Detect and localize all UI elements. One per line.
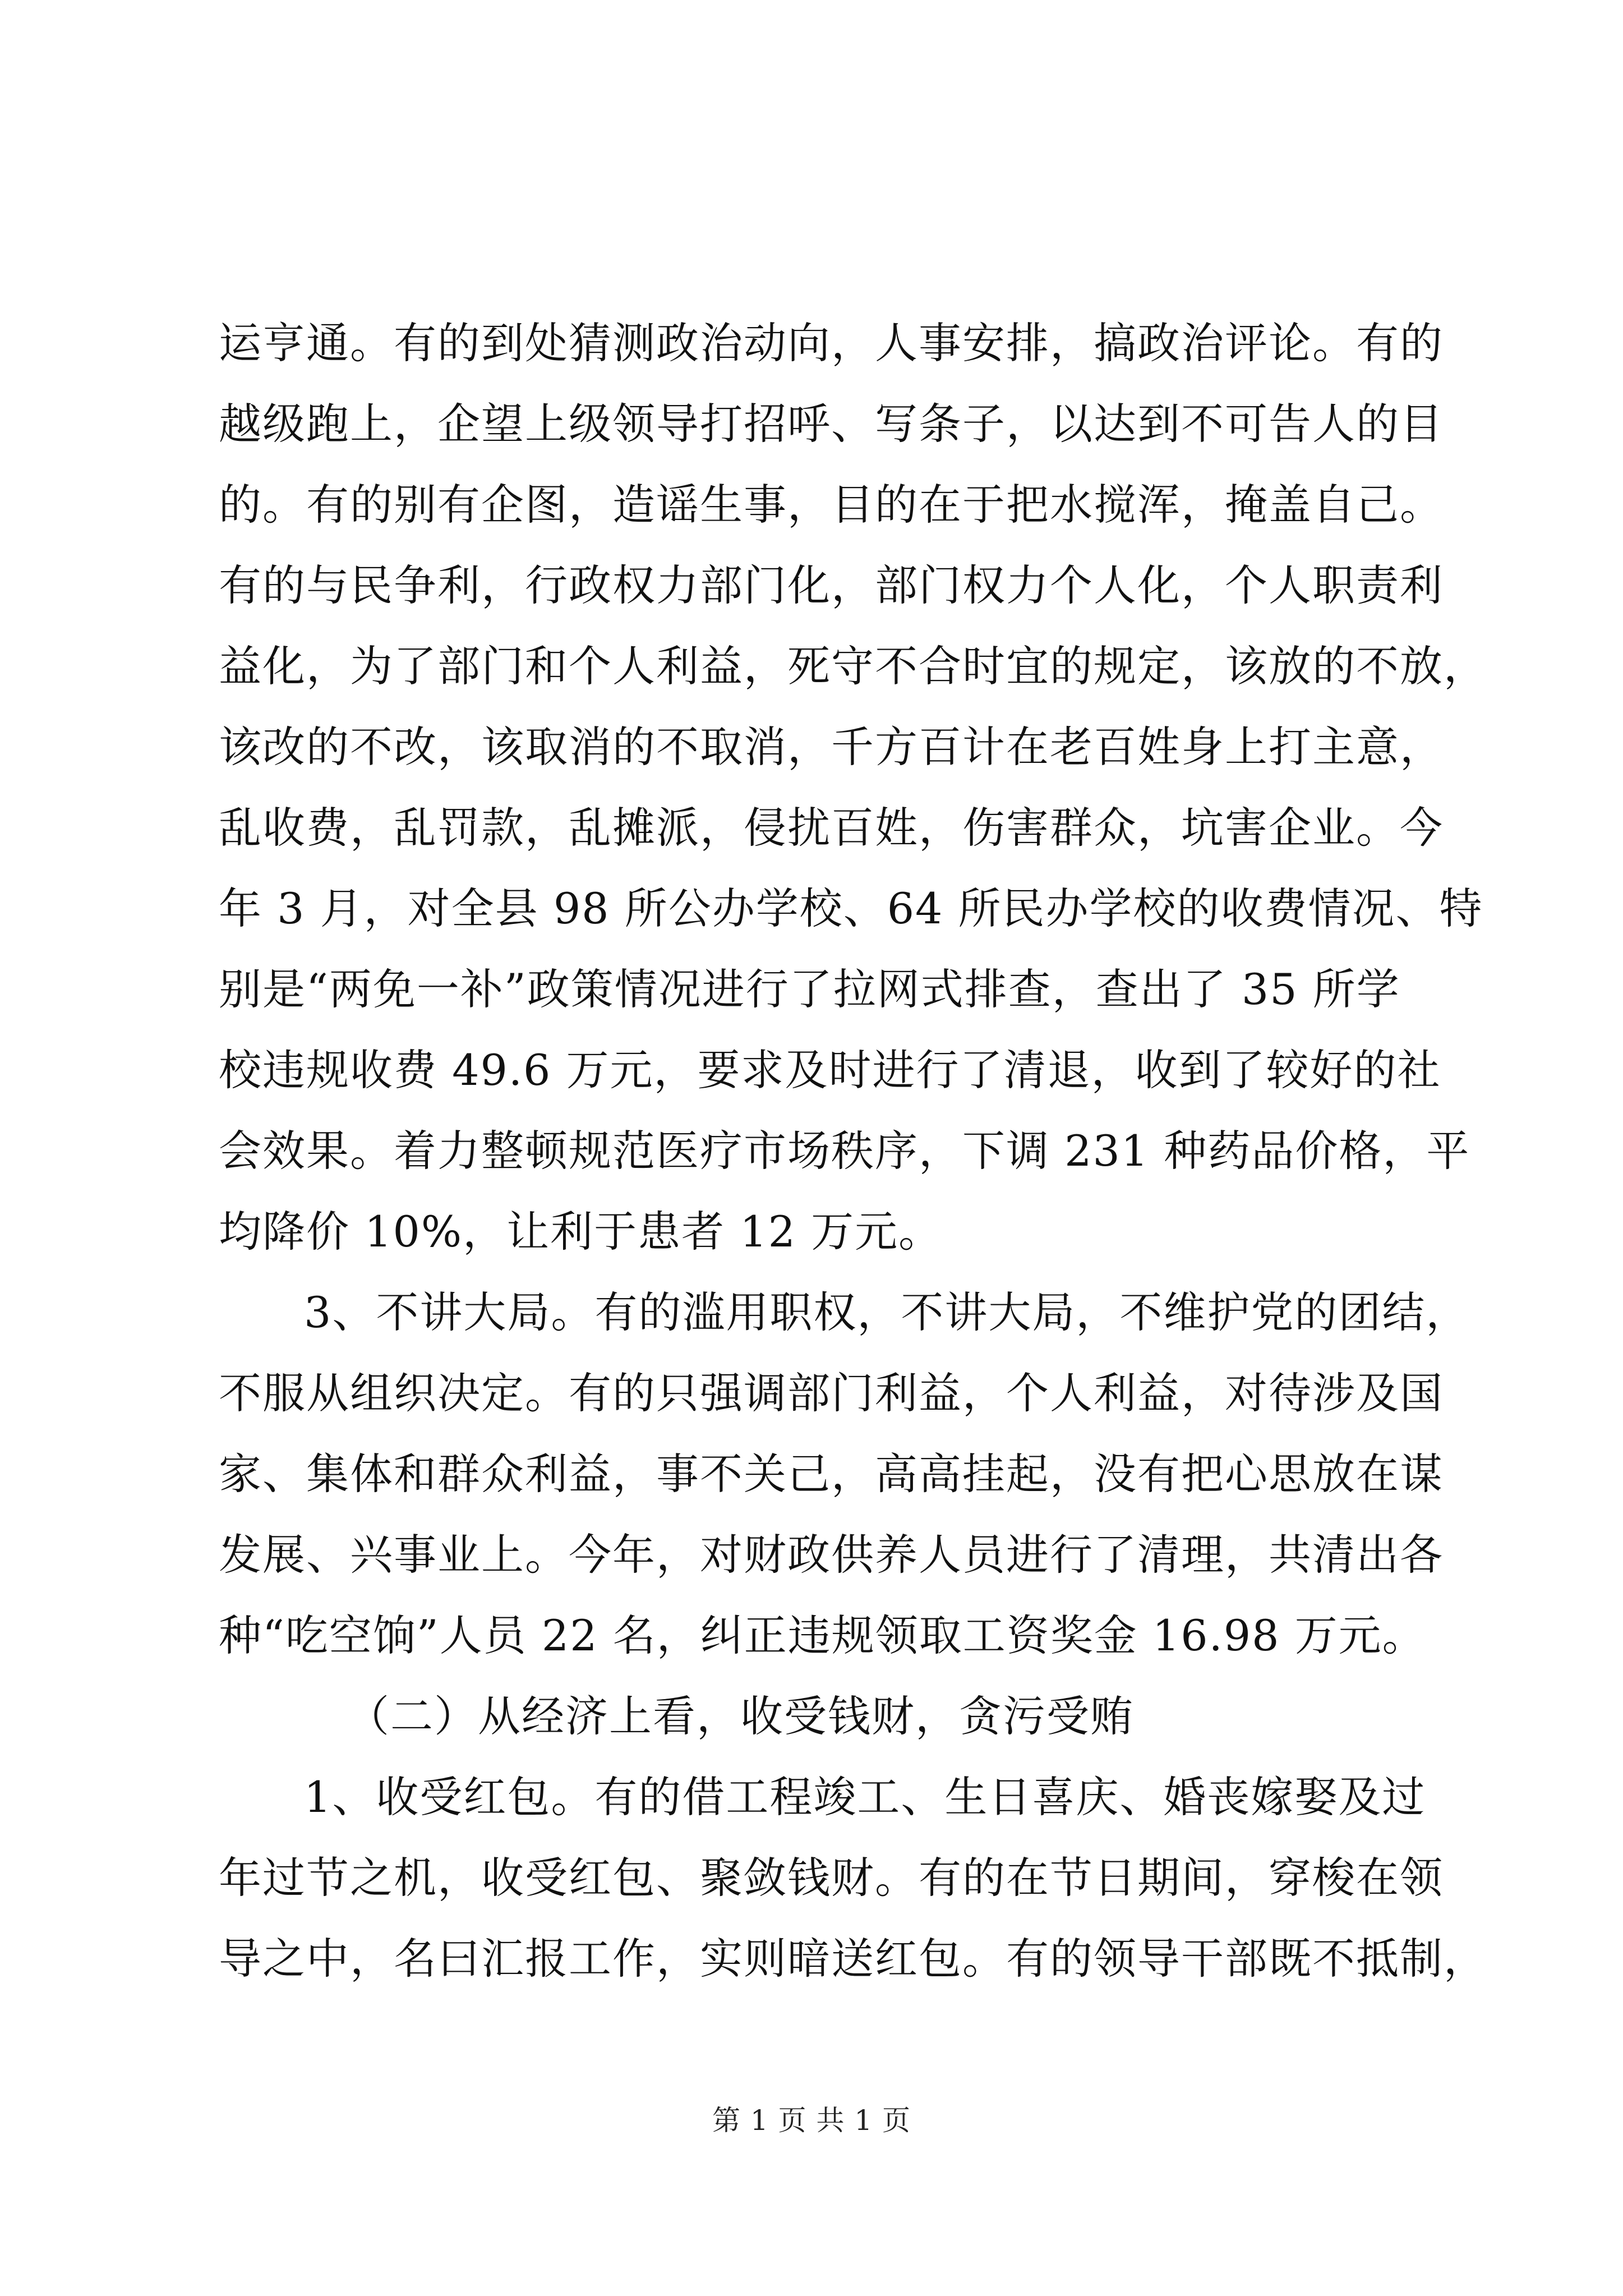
text-line: 导之中，名曰汇报工作，实则暗送红包。有的领导干部既不抵制，	[219, 1934, 1487, 1984]
text-line: 校违规收费 49.6 万元，要求及时进行了清退，收到了较好的社	[219, 1045, 1441, 1095]
text-line: 种“吃空饷”人员 22 名，纠正违规领取工资奖金 16.98 万元。	[219, 1611, 1426, 1660]
text-line: 3、不讲大局。有的滥用职权，不讲大局，不维护党的团结，	[304, 1287, 1470, 1337]
document-body	[219, 303, 1487, 1999]
text-line: 运亨通。有的到处猜测政治动向，人事安排，搞政治评论。有的	[219, 318, 1444, 368]
text-line: 益化，为了部门和个人利益，死守不合时宜的规定，该放的不放，	[219, 641, 1487, 691]
text-line: 年过节之机，收受红包、聚敛钱财。有的在节日期间，穿梭在领	[219, 1853, 1444, 1903]
text-line: 均降价 10%，让利于患者 12 万元。	[219, 1207, 943, 1257]
text-line: 家、集体和群众利益，事不关己，高高挂起，没有把心思放在谋	[219, 1449, 1444, 1499]
text-line: 的。有的别有企图，造谣生事，目的在于把水搅浑，掩盖自己。	[219, 480, 1444, 530]
text-line: 越级跑上，企望上级领导打招呼、写条子，以达到不可告人的目	[219, 399, 1444, 449]
text-line: 1、收受红包。有的借工程竣工、生日喜庆、婚丧嫁娶及过	[304, 1772, 1426, 1822]
text-line: 发展、兴事业上。今年，对财政供养人员进行了清理，共清出各	[219, 1530, 1444, 1580]
text-line: 有的与民争利，行政权力部门化，部门权力个人化，个人职责利	[219, 560, 1444, 610]
text-line: 该改的不改，该取消的不取消，千方百计在老百姓身上打主意，	[219, 722, 1444, 772]
text-line: 会效果。着力整顿规范医疗市场秩序，下调 231 种药品价格，平	[219, 1126, 1470, 1176]
text-line: 年 3 月，对全县 98 所公办学校、64 所民办学校的收费情况、特	[219, 884, 1483, 933]
page-footer: 第 1 页 共 1 页	[712, 2104, 911, 2137]
text-line: 不服从组织决定。有的只强调部门利益，个人利益，对待涉及国	[219, 1368, 1444, 1418]
text-line: 别是“两免一补”政策情况进行了拉网式排查，查出了 35 所学	[219, 964, 1400, 1014]
section-heading: （二）从经济上看，收受钱财，贪污受贿	[347, 1691, 1134, 1741]
text-line: 乱收费，乱罚款，乱摊派，侵扰百姓，伤害群众，坑害企业。今	[219, 803, 1444, 853]
